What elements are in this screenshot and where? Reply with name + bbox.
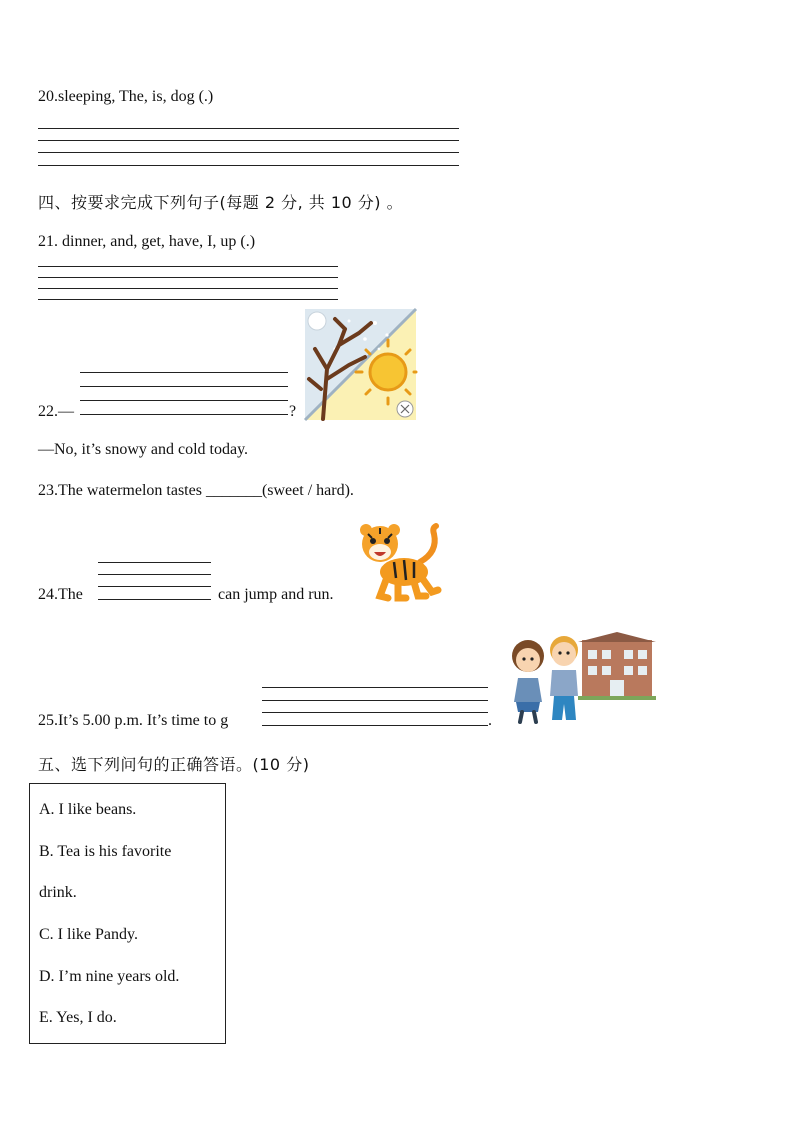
section-4-heading: 四、按要求完成下列句子(每题 2 分, 共 10 分) 。 [38, 193, 404, 212]
question-22-answer: —No, it’s snowy and cold today. [38, 441, 249, 458]
tiger-image [358, 522, 442, 602]
question-24-suffix: can jump and run. [218, 586, 334, 603]
children-school-image [502, 630, 654, 726]
question-20: 20.sleeping, The, is, dog (.) [38, 88, 214, 105]
option-e: E. Yes, I do. [39, 1009, 117, 1026]
question-21: 21. dinner, and, get, have, I, up (.) [38, 233, 256, 250]
question-22-prefix: 22.— [38, 403, 74, 420]
section-5-heading: 五、选下列问句的正确答语。(10 分) [38, 755, 310, 774]
question-25-prefix: 25.It’s 5.00 p.m. It’s time to g [38, 712, 229, 729]
option-d: D. I’m nine years old. [39, 968, 180, 985]
answer-options-box [29, 783, 226, 1044]
question-23: 23.The watermelon tastes _______(sweet / hard). [38, 482, 354, 499]
option-b-continued: drink. [39, 884, 77, 901]
question-22-mark: ? [289, 403, 297, 420]
option-c: C. I like Pandy. [39, 926, 138, 943]
question-24-prefix: 24.The [38, 586, 83, 603]
option-a: A. I like beans. [39, 801, 137, 818]
question-25-suffix: . [488, 712, 492, 729]
winter-summer-weather-image [305, 309, 416, 420]
option-b: B. Tea is his favorite [39, 843, 172, 860]
